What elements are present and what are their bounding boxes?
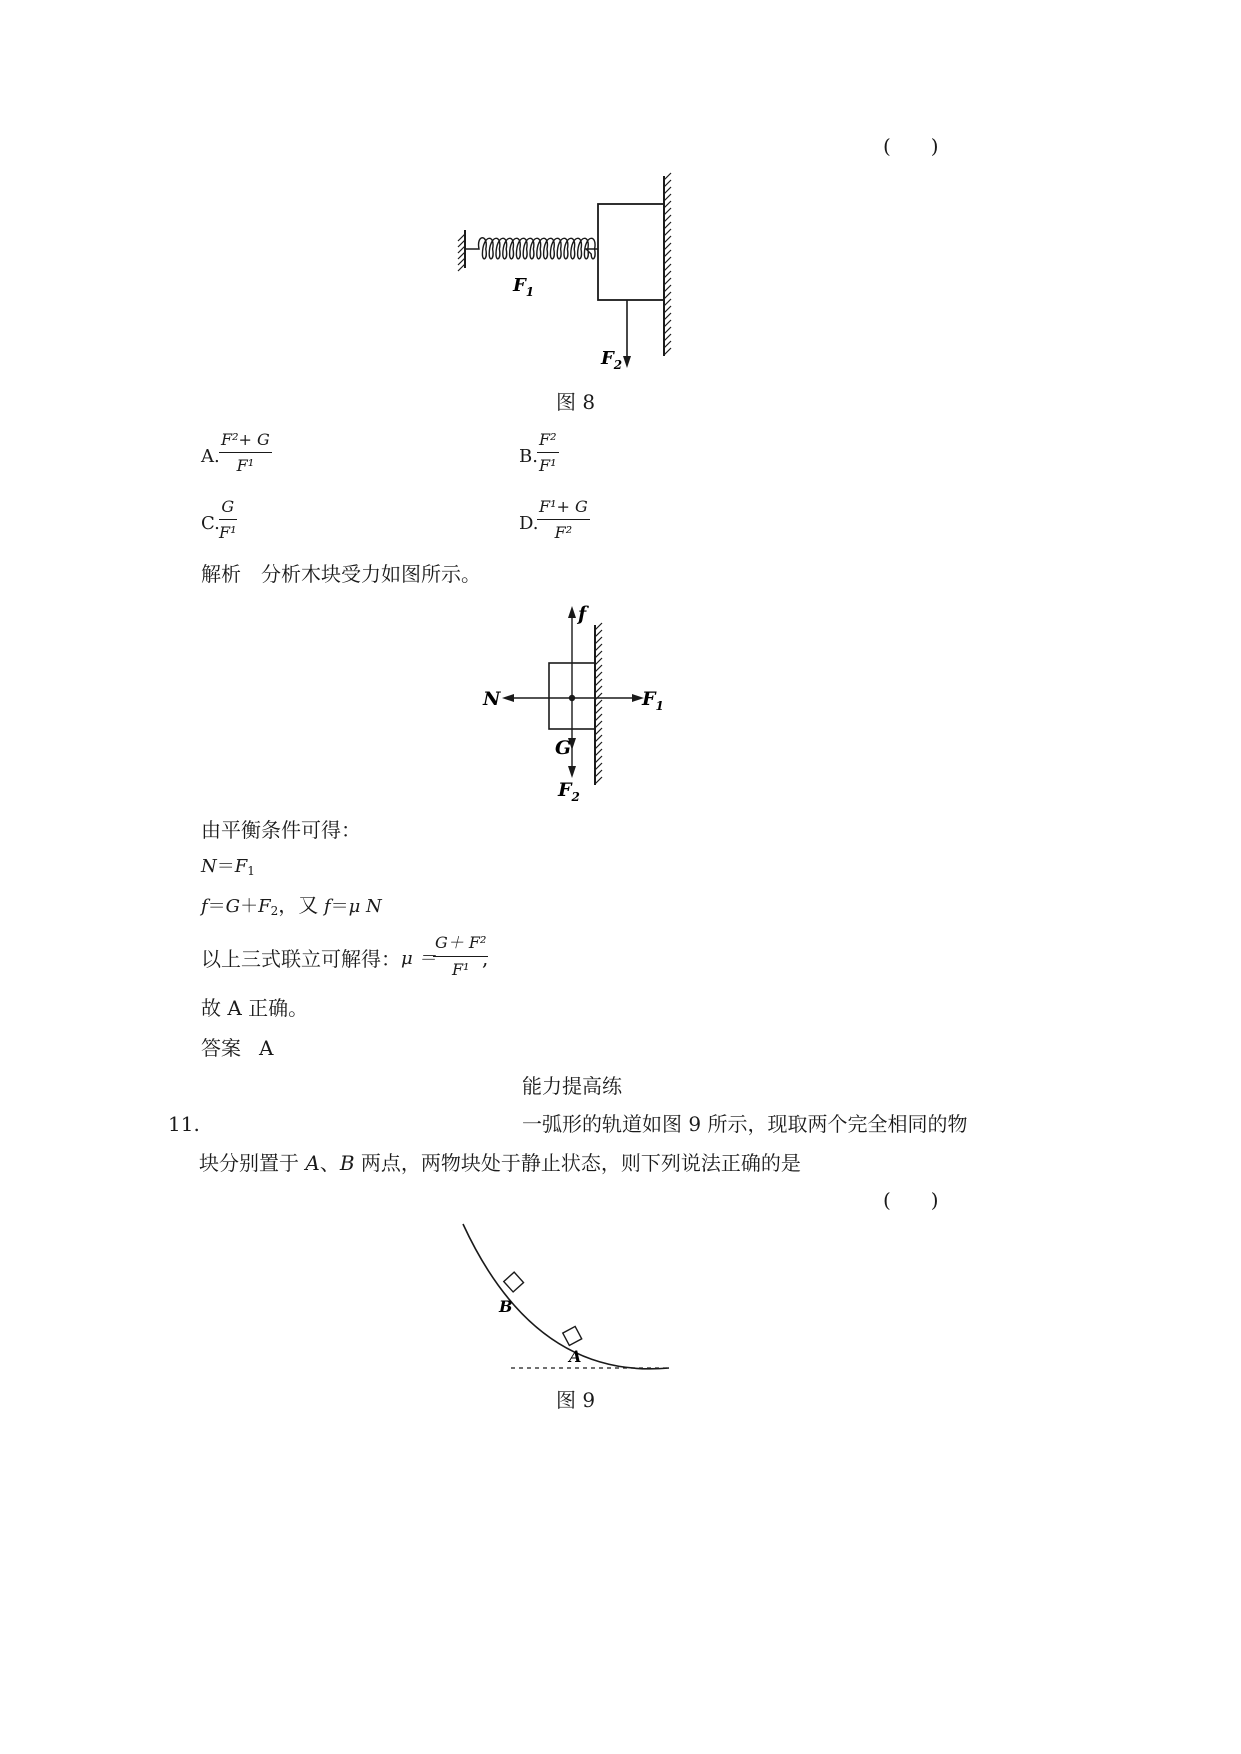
option-a-fraction: $\frac{\text{F²+ G}}{\text{F¹}}$ [221,430,270,475]
option-d-label: D. [519,513,539,534]
force-label-n: N [483,688,501,710]
section-title: 能力提高练 [522,1074,622,1098]
combined-text: 以上三式联立可解得： [201,947,401,971]
conclusion-text: 故 A 正确。 [201,996,309,1020]
force-label-g: G [555,737,572,759]
figure-9-caption: 图 9 [556,1388,596,1412]
figure-9-label-a: A [569,1347,582,1366]
figure-8-caption: 图 8 [556,390,596,414]
option-c-fraction: $\frac{G}{\text{F¹}}$ [219,497,237,542]
equation-2: $f=G+F_2$，又 f＝μ N [201,893,382,918]
equation-1: $N=F_1$ [201,856,255,878]
figure-8-label-f1: $F_1$ [513,275,535,299]
option-b-label: B. [519,446,538,467]
force-diagram [480,600,680,810]
answer-value: A [259,1036,274,1060]
figure-9-label-b: B [499,1297,513,1316]
analysis-text: 分析木块受力如图所示。 [261,562,481,586]
figure-8-spring-block [455,172,715,382]
q11-answer-bracket: ( ) [883,1188,939,1212]
combined-comma: , [482,946,489,970]
figure-8-label-f2: $F_2$ [601,348,623,372]
option-a-label: A. [201,446,220,467]
equilibrium-text: 由平衡条件可得： [201,818,361,842]
option-d-fraction: $\frac{\text{F¹+ G}}{\text{F²}}$ [539,497,588,542]
force-label-f: f [578,603,587,625]
q11-number: 11. [168,1112,200,1136]
force-label-f2: $F_2$ [558,779,580,804]
option-c-label: C. [201,513,220,534]
combined-fraction: $\frac{\text{G＋ F²}}{\text{F¹}}$ [433,930,488,979]
answer-label: 答案 [201,1036,241,1060]
combined-mu: μ ＝ [401,948,437,969]
q11-line-2: 块分别置于 A、B 两点，两物块处于静止状态，则下列说法正确的是 [199,1151,801,1175]
figure-9-arc-track [455,1220,695,1380]
analysis-label: 解析 [201,562,241,586]
force-label-f1: $F_1$ [642,688,664,713]
option-b-fraction: $\frac{\text{F²}}{\text{F¹}}$ [539,430,557,475]
q11-line-1: 一弧形的轨道如图 9 所示，现取两个完全相同的物 [522,1112,968,1136]
q10-answer-bracket: ( ) [883,134,939,158]
